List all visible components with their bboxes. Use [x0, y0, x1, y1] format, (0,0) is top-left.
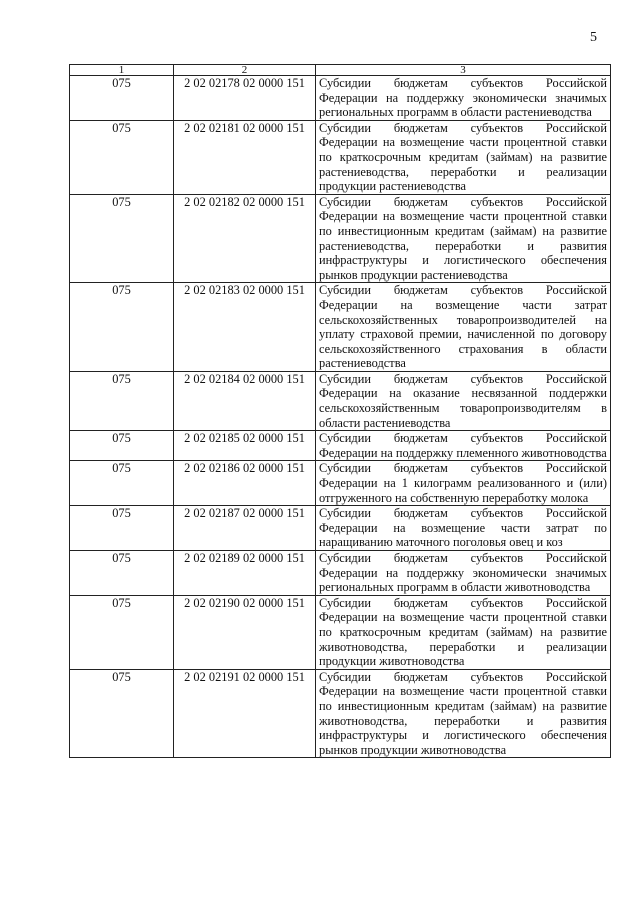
description-cell: Субсидии бюджетам субъектов Российской Федерации на возмещение части затрат сельскохозяйственных товаропроизводителей на уплату страховой премии, начисленной по договору сельскохозяйственного страхования в области растениеводства: [316, 283, 611, 372]
budget-code-cell: 2 02 02186 02 0000 151: [174, 461, 316, 506]
budget-code-cell: 2 02 02185 02 0000 151: [174, 431, 316, 461]
admin-code-cell: 075: [70, 283, 174, 372]
admin-code-cell: 075: [70, 551, 174, 596]
table-row: [70, 595, 611, 669]
column-header-2: 2: [174, 65, 316, 76]
budget-code-cell: 2 02 02184 02 0000 151: [174, 371, 316, 430]
description-cell: Субсидии бюджетам субъектов Российской Федерации на поддержку экономически значимых региональных программ в области растениеводства: [316, 76, 611, 121]
budget-code-cell: 2 02 02187 02 0000 151: [174, 506, 316, 551]
description-cell: Субсидии бюджетам субъектов Российской Федерации на поддержку племенного животноводства: [316, 431, 611, 461]
table-row: [70, 283, 611, 372]
description-cell: Субсидии бюджетам субъектов Российской Федерации на возмещение части процентной ставки по инвестиционным кредитам (займам) на развитие растениеводства, переработки и развития инфраструктуры и логистического обеспечения рынков продукции растениеводства: [316, 194, 611, 283]
column-header-1: 1: [70, 65, 174, 76]
table-row: [70, 551, 611, 596]
description-cell: Субсидии бюджетам субъектов Российской Федерации на возмещение части процентной ставки по краткосрочным кредитам (займам) на развитие животноводства, переработки и реализации продукции животноводства: [316, 595, 611, 669]
budget-code-cell: 2 02 02190 02 0000 151: [174, 595, 316, 669]
description-cell: Субсидии бюджетам субъектов Российской Федерации на возмещение части затрат по наращиванию маточного поголовья овец и коз: [316, 506, 611, 551]
table-row: [70, 669, 611, 758]
budget-code-cell: 2 02 02183 02 0000 151: [174, 283, 316, 372]
budget-code-cell: 2 02 02182 02 0000 151: [174, 194, 316, 283]
table-row: [70, 120, 611, 194]
description-cell: Субсидии бюджетам субъектов Российской Федерации на возмещение части процентной ставки по краткосрочным кредитам (займам) на развитие растениеводства, переработки и реализации продукции растениеводства: [316, 120, 611, 194]
admin-code-cell: 075: [70, 194, 174, 283]
table-row: [70, 431, 611, 461]
admin-code-cell: 075: [70, 506, 174, 551]
admin-code-cell: 075: [70, 595, 174, 669]
admin-code-cell: 075: [70, 669, 174, 758]
page-number: 5: [590, 30, 597, 45]
table-row: [70, 506, 611, 551]
table-row: [70, 461, 611, 506]
table-header-row: [70, 65, 611, 76]
description-cell: Субсидии бюджетам субъектов Российской Федерации на поддержку экономически значимых региональных программ в области животноводства: [316, 551, 611, 596]
budget-code-cell: 2 02 02178 02 0000 151: [174, 76, 316, 121]
column-header-3: 3: [316, 65, 611, 76]
description-cell: Субсидии бюджетам субъектов Российской Федерации на 1 килограмм реализованного и (или) отгруженного на собственную переработку молока: [316, 461, 611, 506]
budget-code-cell: 2 02 02189 02 0000 151: [174, 551, 316, 596]
table-row: [70, 371, 611, 430]
admin-code-cell: 075: [70, 76, 174, 121]
description-cell: Субсидии бюджетам субъектов Российской Федерации на возмещение части процентной ставки по инвестиционным кредитам (займам) на развитие животноводства, переработки и развития инфраструктуры и логистического обеспечения рынков продукции животноводства: [316, 669, 611, 758]
admin-code-cell: 075: [70, 461, 174, 506]
table-body: [70, 76, 611, 758]
admin-code-cell: 075: [70, 431, 174, 461]
budget-classification-table: [69, 64, 611, 758]
admin-code-cell: 075: [70, 371, 174, 430]
admin-code-cell: 075: [70, 120, 174, 194]
budget-code-cell: 2 02 02191 02 0000 151: [174, 669, 316, 758]
table-row: [70, 76, 611, 121]
description-cell: Субсидии бюджетам субъектов Российской Федерации на оказание несвязанной поддержки сельскохозяйственным товаропроизводителям в области растениеводства: [316, 371, 611, 430]
budget-code-cell: 2 02 02181 02 0000 151: [174, 120, 316, 194]
table-row: [70, 194, 611, 283]
